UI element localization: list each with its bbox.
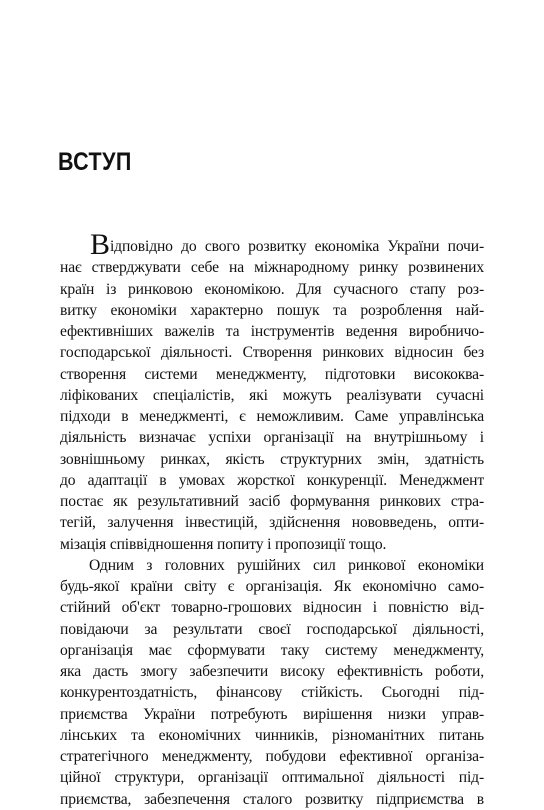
text-line: мізація співвідношення попиту і пропозиції тощо. [60,535,387,553]
text-line: будь-якої країни світу є організація. Як економічно само- [60,578,484,595]
drop-cap: В [90,228,110,261]
text-line: нає стверджувати себе на міжнародному ринку розвинених [60,259,484,277]
text-line: приємства України потребують вирішення низки управ- [60,705,484,723]
paragraph-1-first-line [60,228,484,261]
text-line: конкурентоздатність, фінансову стійкість. Сьогодні під- [60,684,484,702]
text-line: організація має сформувати таку систему менеджменту, [60,641,484,659]
text-line: підходи в менеджменті, є неможливим. Саме управлінська [60,408,484,425]
text-line: постає як результативний засіб формування ринкових стра- [60,493,484,510]
text-line: тегій, залучення інвестицій, здійснення нововведень, опти- [60,514,484,532]
text-line: яка дасть змогу забезпечити високу ефективність роботи, [60,663,484,680]
text-line: витку економіки характерно пошук та розроблення най- [60,301,484,319]
text-line: стійний об'єкт товарно-грошових відносин і повністю від- [60,599,484,617]
paragraph-1-first-line-text: ідповідно до свого розвитку економіка України почи- [110,238,484,255]
body-text [60,228,484,810]
text-line: створення системи менеджменту, підготовки висококва- [60,365,484,383]
text-line: Одним з головних рушійних сил ринкової економіки [89,556,484,574]
paragraph-1 [60,257,484,555]
text-line: повідаючи за результати своєї господарської діяльності, [60,620,484,638]
text-line: діяльність визначає успіхи організації на внутрішньому і [60,429,484,447]
text-line: приємства, забезпечення сталого розвитку підприємства в [60,790,484,808]
text-line: ційної структури, організації оптимальної діяльності під- [60,769,484,787]
text-line: господарської діяльності. Створення ринкових відносин без [60,344,484,362]
text-line: стратегічного менеджменту, побудови ефективної організа- [60,748,484,765]
text-line: ліфікованих спеціалістів, які можуть реалізувати сучасні [60,386,484,404]
page-title: ВСТУП [58,148,132,176]
text-line: до адаптації в умовах жорсткої конкуренції. Менеджмент [60,471,484,489]
text-line: ефективніших важелів та інструментів ведення виробничо- [60,323,484,340]
text-line: країн із ринковою економікою. Для сучасного стапу роз- [60,280,484,298]
paragraph-2 [60,555,484,810]
text-line: лінських та економічних чинників, різноманітних питань [60,726,484,744]
text-line: зовнішньому ринках, якість структурних змін, здатність [60,450,484,468]
